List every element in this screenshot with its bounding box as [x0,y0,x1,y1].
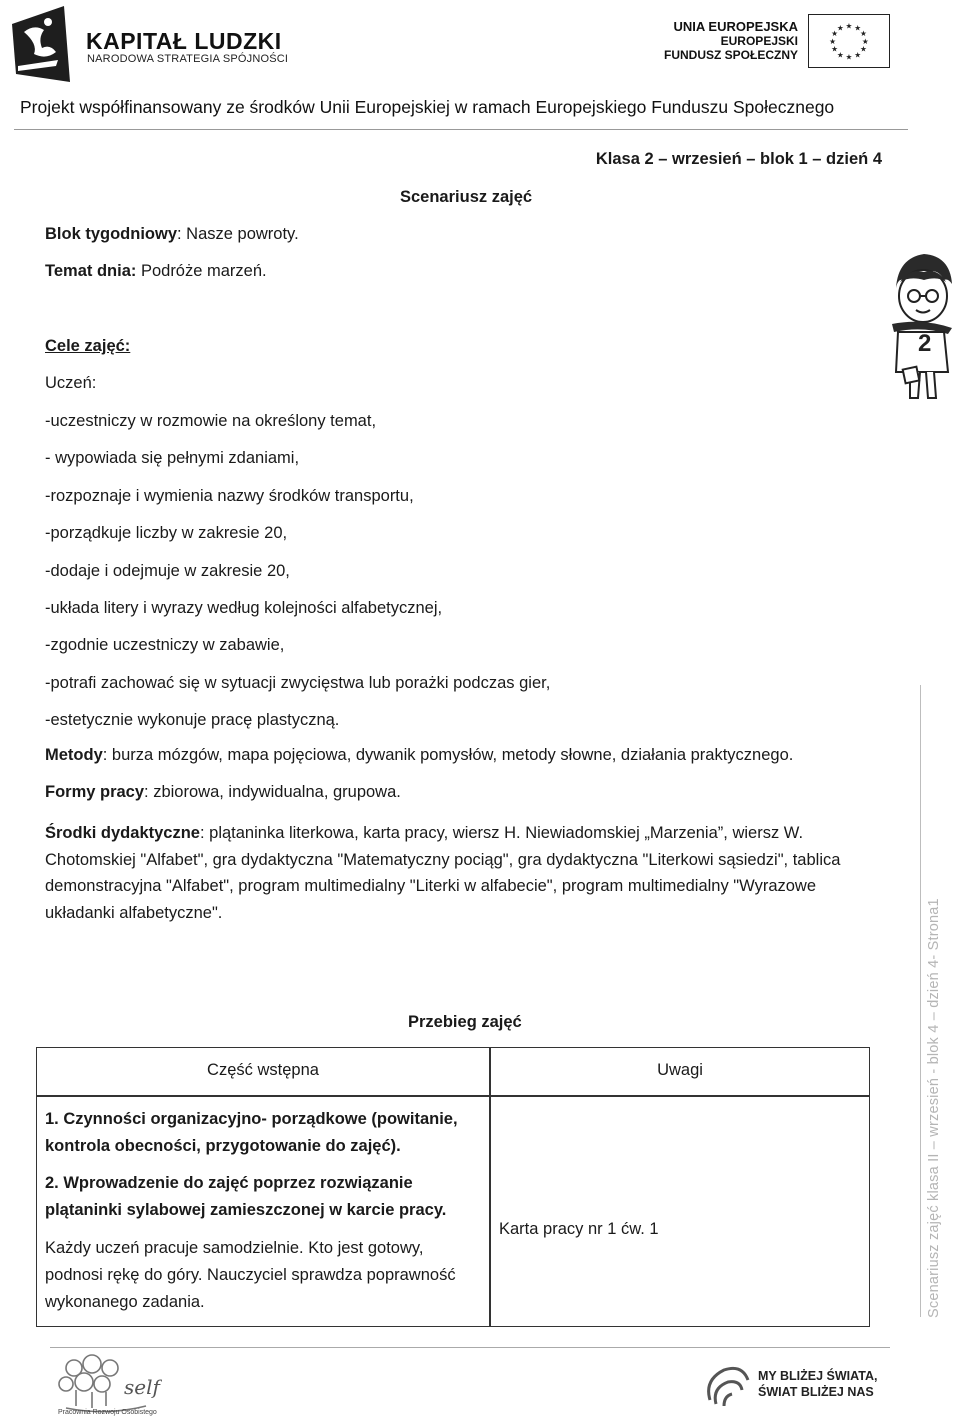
goals-subject: Uczeń: [45,374,97,392]
list-item: -dodaje i odejmuje w zakresie 20, [45,561,290,580]
methods-line: Metody: burza mózgów, mapa pojęciowa, dywanik pomysłów, metody słowne, działania praktycznego. [45,746,794,764]
self-logo [52,1350,162,1418]
list-item: -uczestniczy w rozmowie na określony temat, [45,412,377,430]
mascot-kid-icon [886,248,956,403]
side-divider [920,685,921,1317]
list-item: -estetycznie wykonuje pracę plastyczną. [45,711,340,730]
table-header-notes: Uwagi [657,1061,703,1079]
list-item: -układa litery i wyrazy według kolejności alfabetycznej, [45,598,443,617]
footer-divider [50,1347,890,1348]
class-line: Klasa 2 – wrzesień – blok 1 – dzień 4 [595,150,882,168]
list-item: -potrafi zachować się w sytuacji zwycięstwa lub porażki podczas gier, [45,673,551,692]
svg-text:self: self [124,1375,160,1399]
goals-list [45,411,550,748]
side-page-footer: Scenariusz zajęć klasa II – wrzesień - blok 4 – dzień 4- Strona1 [926,898,942,1318]
list-item: -porządkuje liczby w zakresie 20, [45,524,288,543]
goals-title: Cele zajęć: [45,337,131,355]
self-caption: Pracownia Rozwoju Osobistego [58,1409,157,1416]
header-divider [14,129,908,130]
svg-text:★: ★ [831,29,839,39]
table-column-divider [489,1047,491,1327]
day-topic: Temat dnia: Podróże marzeń. [45,262,267,280]
course-step-2: 2. Wprowadzenie do zajęć poprzez rozwiązanie plątaninki sylabowej zamieszczonej w karcie pracy. [45,1174,447,1219]
svg-text:★: ★ [859,44,867,54]
weekly-block: Blok tygodniowy: Nasze powroty. [45,225,299,243]
eu-flag-icon [808,14,890,68]
course-title: Przebieg zajęć [408,1013,522,1031]
svg-text:★: ★ [845,21,853,31]
kapital-ludzki-title: KAPITAŁ LUDZKI [86,28,282,54]
list-item: -rozpoznaje i wymienia nazwy środków transportu, [45,486,414,505]
list-item: - wypowiada się pełnymi zdaniami, [45,449,300,468]
svg-text:★: ★ [854,23,862,33]
my-blizej-swiata-label: MY BLIŻEJ ŚWIATA, ŚWIAT BLIŻEJ NAS [758,1369,878,1399]
course-step-3: Każdy uczeń pracuje samodzielnie. Kto jest gotowy, podnosi rękę do góry. Nauczyciel sprawdza poprawność wykonanego zadania. [45,1239,456,1311]
globe-swirl-icon [700,1360,754,1410]
kapital-ludzki-subtitle: NARODOWA STRATEGIA SPÓJNOŚCI [87,53,289,65]
svg-text:★: ★ [859,29,867,39]
table-header-intro: Część wstępna [207,1061,319,1079]
svg-text:★: ★ [831,44,839,54]
kapital-ludzki-logo [10,4,74,84]
eu-fund-label: UNIA EUROPEJSKA EUROPEJSKI FUNDUSZ SPOŁECZNY [663,19,798,62]
svg-text:★: ★ [836,23,844,33]
course-step-1: 1. Czynności organizacyjno- porządkowe (powitanie, kontrola obecności, przygotowanie do zajęć). [45,1110,458,1155]
scenario-title: Scenariusz zajęć [400,188,533,206]
svg-text:★: ★ [836,50,844,60]
svg-text:★: ★ [861,36,869,46]
course-note: Karta pracy nr 1 ćw. 1 [499,1220,659,1238]
means-paragraph: Środki dydaktyczne: plątaninka literkowa, karta pracy, wiersz H. Niewiadomskiej „Marzenia”, wiersz W. Chotomskiej "Alfabet", gra dydaktyczna "Matematyczny pociąg", gra dydaktyczna "Literkowi sąsiedzi", tablica demonstracyjna "Alfabet", program multimedialny "Literki w alfabecie", program multimedialny "Wyrazowe układanki alfabetyczne". [45,824,841,922]
svg-text:★: ★ [829,36,837,46]
list-item: -zgodnie uczestniczy w zabawie, [45,636,285,655]
table-header-divider [36,1095,870,1097]
forms-line: Formy pracy: zbiorowa, indywidualna, grupowa. [45,783,401,801]
svg-text:★: ★ [845,52,853,62]
svg-text:★: ★ [854,50,862,60]
cofinance-line: Projekt współfinansowany ze środków Unii Europejskiej w ramach Europejskiego Funduszu Społecznego [20,97,835,117]
mascot-class-number: 2 [918,330,932,357]
